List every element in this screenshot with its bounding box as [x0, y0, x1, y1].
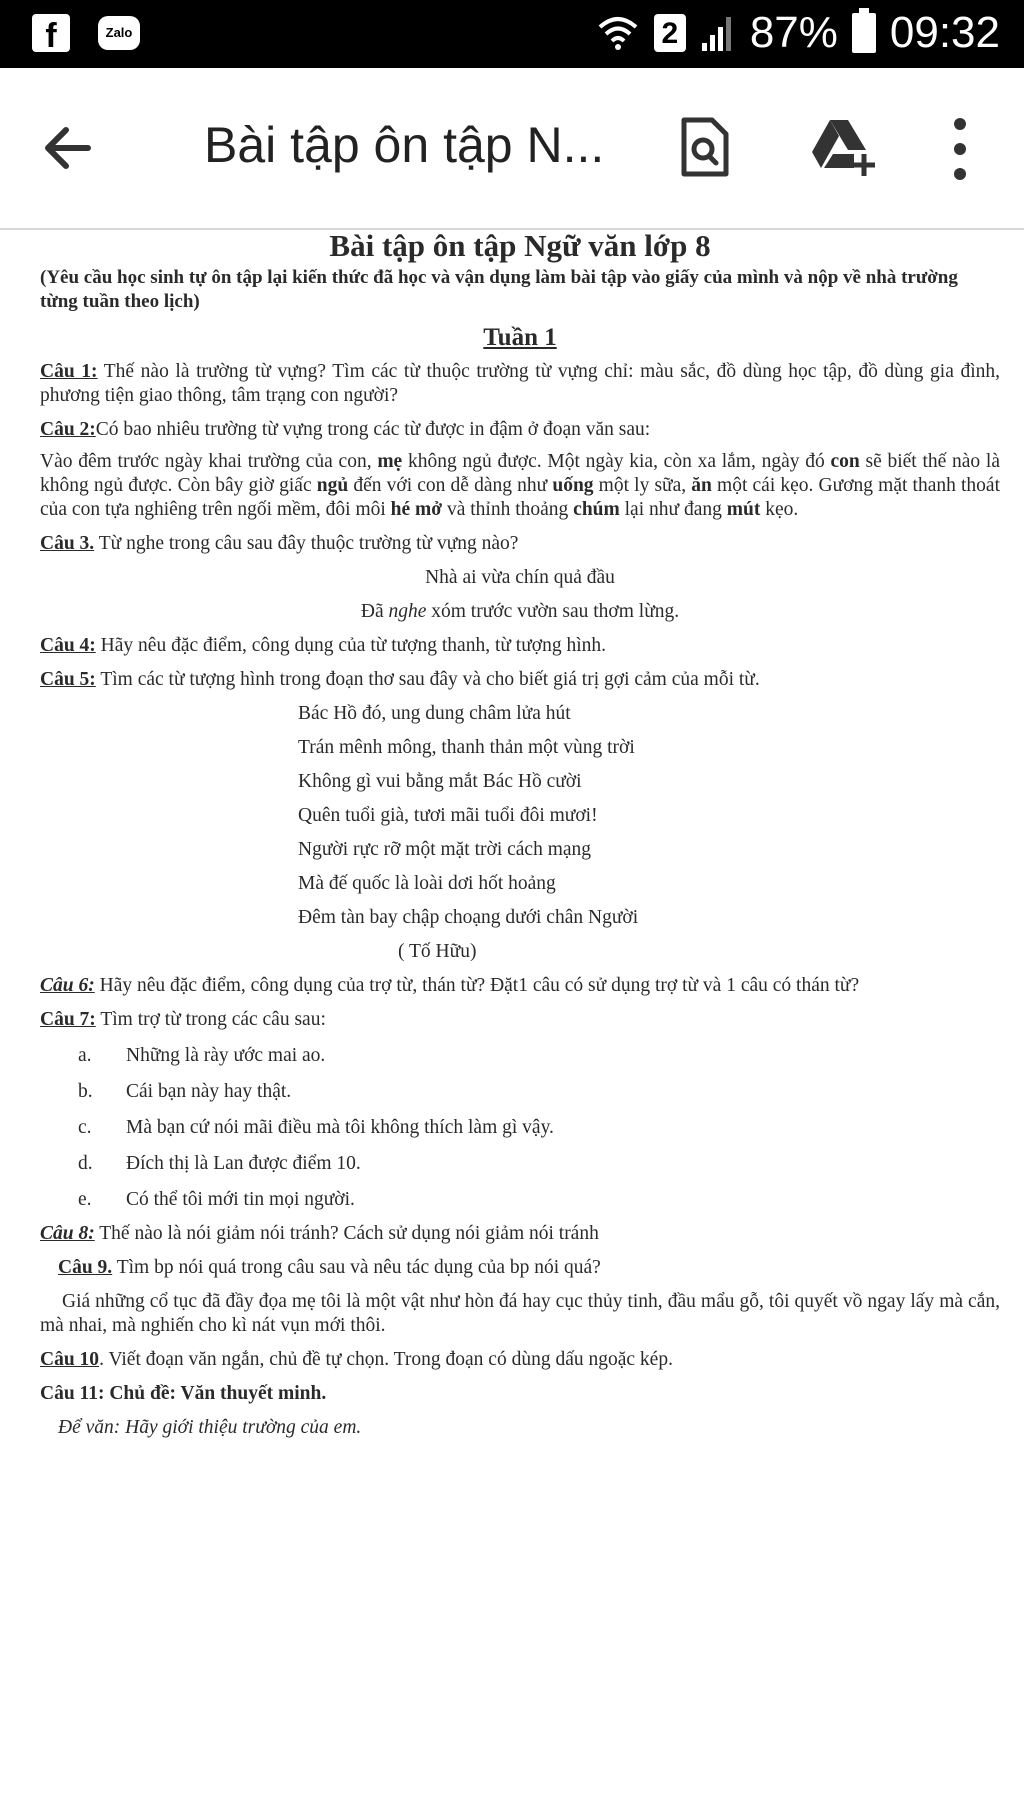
question-label: Câu 7:	[40, 1009, 96, 1030]
passage-text: sẽ biết thế nào là không ngủ được. Còn bây giờ giấc	[40, 451, 1000, 496]
bold-word: hé mở	[390, 499, 443, 520]
more-vert-icon[interactable]	[942, 114, 978, 184]
app-title: Bài tập ôn tập N...	[204, 117, 605, 173]
italic-word: nghe	[388, 601, 427, 622]
question-label: Câu 9.	[58, 1257, 113, 1278]
battery-percent: 87%	[749, 8, 838, 57]
poem-text: Đã	[360, 601, 389, 622]
bold-word: ăn	[691, 475, 712, 496]
poem-line: Quên tuổi già, tươi mãi tuổi đôi mươi!	[298, 805, 598, 826]
clock: 09:32	[889, 8, 1000, 57]
bold-word: mẹ	[377, 451, 403, 472]
option-text: Cái bạn này hay thật.	[126, 1081, 292, 1102]
bold-word: chúm	[573, 499, 620, 520]
bold-word: ngủ	[316, 475, 349, 496]
question-label: Câu 8:	[40, 1223, 95, 1244]
option-letter: d.	[78, 1153, 93, 1174]
question-1	[40, 360, 1000, 408]
option-text: Có thể tôi mới tin mọi người.	[126, 1189, 355, 1210]
question-label: Câu 10	[40, 1349, 100, 1370]
option-item	[40, 1152, 1000, 1176]
passage-text: Vào đêm trước ngày khai trường của con,	[40, 451, 378, 472]
status-bar	[0, 0, 1024, 68]
question-9-passage: Giá những cổ tục đã đầy đọa mẹ tôi là một vật như hòn đá hay cục thủy tinh, đầu mẩu gỗ, tôi quyết vồ ngay lấy mà cắn, mà nhai, mà nghiến cho kì nát vụn mới thôi.	[40, 1291, 1000, 1336]
option-item	[40, 1044, 1000, 1068]
add-to-drive-icon[interactable]	[808, 116, 878, 178]
option-text: Đích thị là Lan được điểm 10.	[126, 1153, 361, 1174]
question-text: Tìm bp nói quá trong câu sau và nêu tác dụng của bp nói quá?	[112, 1257, 601, 1278]
zalo-icon: Zalo	[98, 16, 140, 50]
document-title: Bài tập ôn tập Ngữ văn lớp 8	[329, 228, 711, 263]
question-text: Tìm các từ tượng hình trong đoạn thơ sau đây và cho biết giá trị gợi cảm của mỗi từ.	[95, 669, 760, 690]
passage-text: một ly sữa,	[593, 475, 692, 496]
question-text: Thế nào là trường từ vựng? Tìm các từ thuộc trường từ vựng chỉ: màu sắc, đồ dùng học tập, đồ dùng gia đình, phương tiện giao thông, tâm trạng con người?	[40, 361, 1000, 406]
question-label: Câu 3.	[40, 533, 95, 554]
question-label: Câu 5:	[40, 669, 96, 690]
back-arrow-icon[interactable]	[40, 120, 96, 176]
question-5	[40, 668, 1000, 692]
option-letter: a.	[78, 1045, 92, 1066]
app-bar	[0, 68, 1024, 230]
question-9	[40, 1256, 1000, 1280]
facebook-icon: f	[32, 14, 70, 52]
question-label: Câu 6:	[40, 975, 95, 996]
find-in-page-icon[interactable]	[680, 116, 730, 178]
option-letter: b.	[78, 1081, 93, 1102]
question-3	[40, 532, 1000, 556]
question-11: Câu 11: Chủ đề: Văn thuyết minh.	[40, 1383, 327, 1404]
question-2	[40, 418, 1000, 442]
option-text: Mà bạn cứ nói mãi điều mà tôi không thích làm gì vậy.	[126, 1117, 554, 1138]
option-item	[40, 1116, 1000, 1140]
question-text: Hãy nêu đặc điểm, công dụng của từ tượng thanh, từ tượng hình.	[95, 635, 607, 656]
option-text: Những là rày ước mai ao.	[126, 1045, 326, 1066]
poem-line	[40, 600, 1000, 624]
bold-word: mút	[726, 499, 761, 520]
document-instruction: (Yêu cầu học sinh tự ôn tập lại kiến thức đã học và vận dụng làm bài tập vào giấy của mình và nộp về nhà trường từng tuần theo lịch)	[40, 267, 958, 312]
poem-block	[40, 702, 1000, 964]
question-4	[40, 634, 1000, 658]
option-item	[40, 1188, 1000, 1212]
wifi-icon	[596, 11, 640, 55]
poem-text: xóm trước vườn sau thơm lừng.	[426, 601, 680, 622]
passage-text: không ngủ được. Một ngày kia, còn xa lắm, ngày đó	[402, 451, 831, 472]
question-text: Thế nào là nói giảm nói tránh? Cách sử dụng nói giảm nói tránh	[94, 1223, 599, 1244]
poem-line: Đêm tàn bay chập choạng dưới chân Người	[298, 907, 639, 928]
passage-text: một cái kẹo. Gương mặt thanh thoát của con tựa nghiêng trên ngối mềm, đôi môi	[40, 475, 1000, 520]
poem-line: Không gì vui bằng mắt Bác Hồ cười	[298, 771, 582, 792]
battery-icon	[852, 13, 876, 53]
sim-badge: 2	[654, 14, 686, 52]
poem-author: ( Tố Hữu)	[398, 941, 477, 962]
document-page	[40, 226, 1000, 1440]
poem-line: Bác Hồ đó, ung dung châm lửa hút	[298, 703, 571, 724]
passage-text: lại như đang	[619, 499, 727, 520]
option-letter: e.	[78, 1189, 92, 1210]
question-label: Câu 2:	[40, 419, 96, 440]
question-label: Câu 1:	[40, 361, 98, 382]
passage	[40, 450, 1000, 522]
poem-line: Người rực rỡ một mặt trời cách mạng	[298, 839, 592, 860]
option-item	[40, 1080, 1000, 1104]
poem-line: Mà đế quốc là loài dơi hốt hoảng	[298, 873, 556, 894]
question-text: Có bao nhiêu trường từ vựng trong các từ được in đậm ở đoạn văn sau:	[95, 419, 651, 440]
bold-word: con	[830, 451, 860, 472]
passage-text: và thỉnh thoảng	[442, 499, 574, 520]
bold-word: uống	[552, 475, 594, 496]
question-text: Hãy nêu đặc điểm, công dụng của trợ từ, thán từ? Đặt1 câu có sử dụng trợ từ và 1 câu có thán từ?	[94, 975, 860, 996]
question-7	[40, 1008, 1000, 1032]
question-text: Tìm trợ từ trong các câu sau:	[95, 1009, 326, 1030]
poem-line: Nhà ai vừa chín quả đầu	[425, 567, 615, 588]
question-label: Câu 4:	[40, 635, 96, 656]
question-text: . Viết đoạn văn ngắn, chủ đề tự chọn. Trong đoạn có dùng dấu ngoặc kép.	[99, 1349, 673, 1370]
week-heading: Tuần 1	[483, 324, 557, 351]
system-indicators	[596, 8, 1000, 58]
question-10	[40, 1348, 1000, 1372]
question-6	[40, 974, 1000, 998]
question-8	[40, 1222, 1000, 1246]
poem-line: Trán mênh mông, thanh thản một vùng trời	[298, 737, 635, 758]
passage-text: kẹo.	[760, 499, 799, 520]
passage-text: đến với con dễ dàng như	[348, 475, 553, 496]
question-text: Từ nghe trong câu sau đây thuộc trường từ vựng nào?	[94, 533, 519, 554]
essay-prompt: Để văn: Hãy giới thiệu trường của em.	[58, 1417, 362, 1438]
signal-icon	[700, 13, 736, 53]
option-letter: c.	[78, 1117, 92, 1138]
notification-icons	[32, 14, 140, 52]
